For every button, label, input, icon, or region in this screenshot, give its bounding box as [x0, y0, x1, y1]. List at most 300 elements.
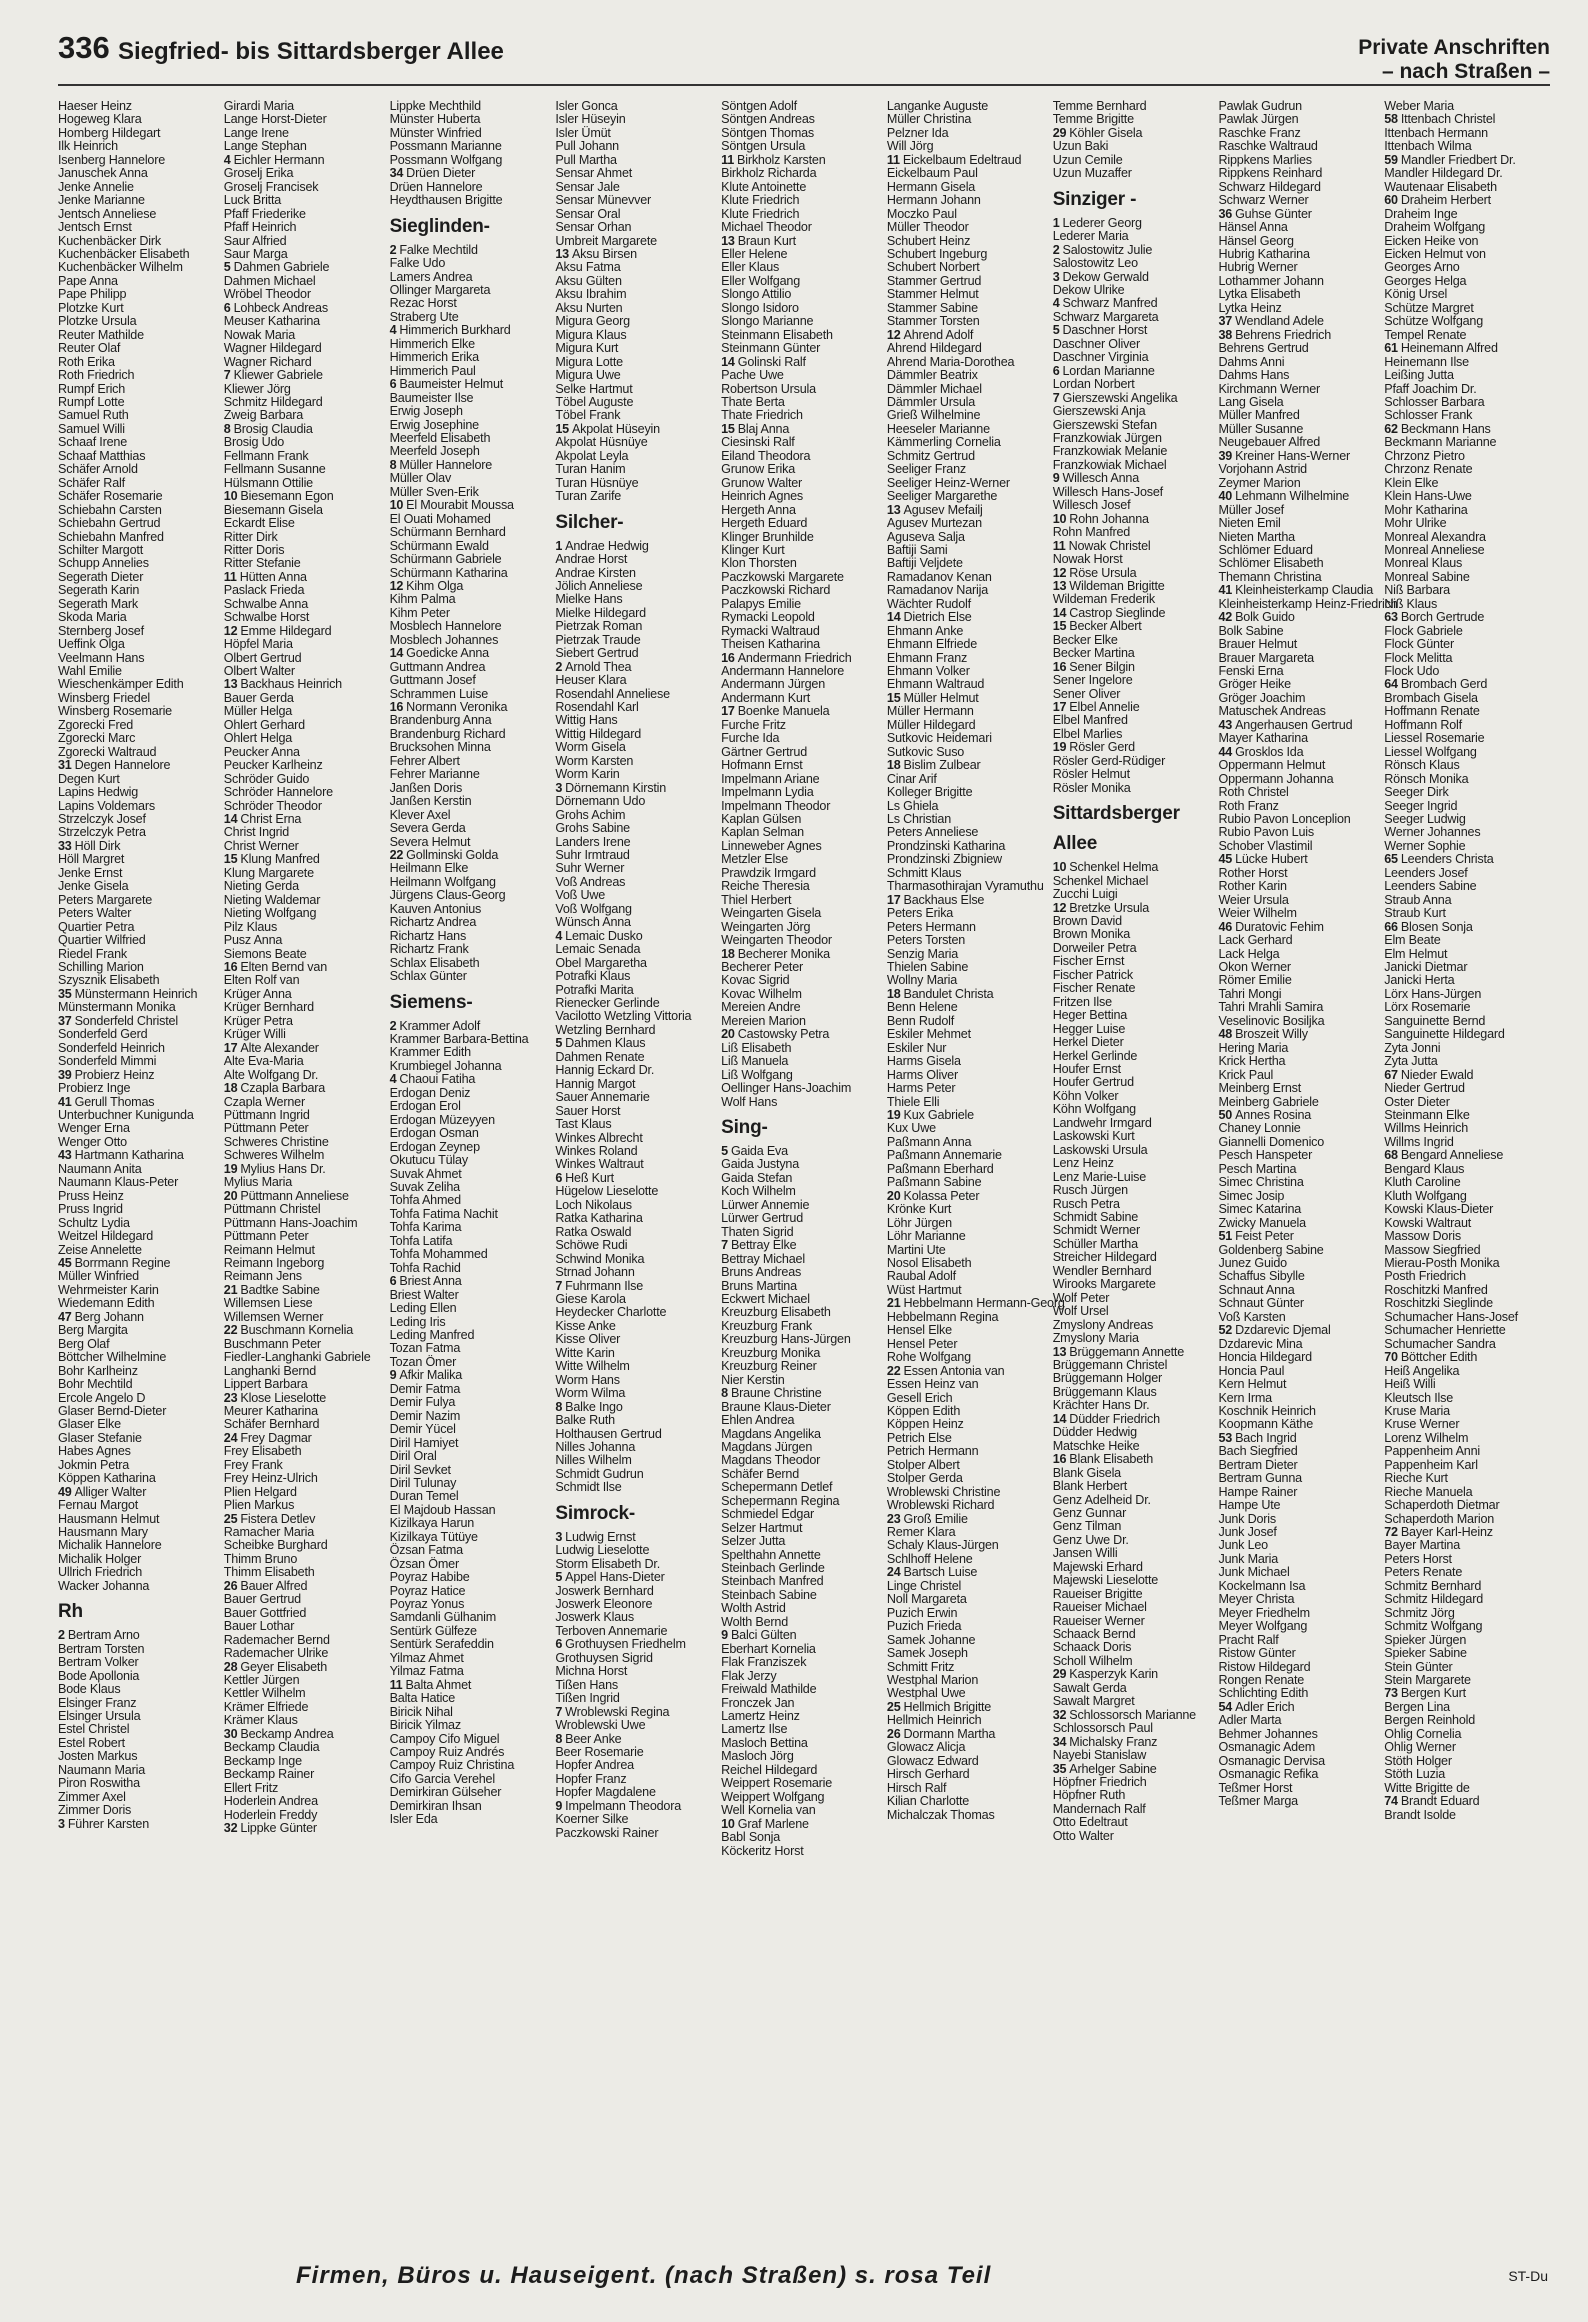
- resident-name: Ritter Stefanie: [223, 556, 301, 571]
- house-number: 10: [223, 489, 238, 504]
- resident-name: Willesch Josef: [1052, 498, 1131, 513]
- resident-entry: [224, 477, 384, 490]
- resident-name: Höpfner Friedrich: [1052, 1775, 1147, 1790]
- house-number: 17: [1052, 700, 1067, 715]
- resident-entry: [58, 800, 218, 813]
- resident-name: Ehlen Andrea: [721, 1413, 795, 1428]
- resident-name: Bengard Klaus: [1384, 1161, 1465, 1176]
- resident-name: Wittig Hildegard: [555, 726, 642, 741]
- resident-entry: [1053, 928, 1213, 941]
- resident-entry: [224, 1203, 384, 1216]
- resident-name: Bandulet Christa: [903, 986, 994, 1001]
- resident-entry: [1384, 826, 1544, 839]
- resident-name: Uzun Cemile: [1052, 152, 1123, 167]
- resident-name: Giese Karola: [555, 1291, 626, 1306]
- resident-entry: [887, 1486, 1047, 1499]
- resident-name: Chrzonz Pietro: [1384, 448, 1465, 463]
- resident-entry: [390, 957, 550, 970]
- resident-entry: [390, 1221, 550, 1234]
- resident-name: Genz Adelheid Dr.: [1052, 1492, 1151, 1507]
- resident-entry: [1384, 1284, 1544, 1297]
- resident-entry: [1053, 1803, 1213, 1816]
- resident-entry: [721, 1831, 881, 1844]
- resident-entry: [555, 1158, 715, 1171]
- resident-entry: [1384, 1620, 1544, 1633]
- resident-name: Gaida Stefan: [721, 1170, 793, 1185]
- resident-name: Stammer Helmut: [886, 287, 979, 302]
- resident-name: Seeger Ludwig: [1384, 812, 1466, 827]
- resident-entry: [1384, 1136, 1544, 1149]
- resident-name: Isler Ümüt: [555, 125, 611, 140]
- resident-entry: [390, 140, 550, 153]
- resident-name: Lemaic Dusko: [565, 928, 643, 943]
- resident-name: Münstermann Heinrich: [74, 986, 198, 1001]
- resident-name: Rohn Manfred: [1052, 525, 1131, 540]
- resident-name: Elsinger Ursula: [58, 1709, 141, 1724]
- resident-entry: [555, 1786, 715, 1799]
- resident-entry: [1218, 154, 1378, 167]
- resident-entry: [1053, 1198, 1213, 1211]
- resident-entry: [1053, 540, 1213, 553]
- resident-entry: [555, 1652, 715, 1665]
- resident-entry: [1053, 782, 1213, 795]
- house-number: 62: [1384, 421, 1398, 436]
- resident-entry: [224, 961, 384, 974]
- directory-column: [1384, 100, 1550, 2245]
- resident-entry: [58, 235, 218, 248]
- resident-entry: [887, 1634, 1047, 1647]
- resident-entry: [555, 1813, 715, 1826]
- resident-name: Samuel Ruth: [58, 408, 129, 423]
- resident-name: Benn Helene: [886, 1000, 958, 1015]
- resident-entry: [1218, 531, 1378, 544]
- resident-entry: [58, 1405, 218, 1418]
- resident-entry: [555, 849, 715, 862]
- resident-name: Balta Hatice: [389, 1691, 456, 1706]
- resident-name: Hausmann Mary: [58, 1525, 148, 1540]
- resident-entry: [390, 862, 550, 875]
- resident-name: Schenkel Michael: [1052, 873, 1149, 888]
- resident-entry: [1053, 607, 1213, 620]
- resident-entry: [1384, 1257, 1544, 1270]
- resident-name: Worm Karin: [555, 767, 620, 782]
- resident-name: Obel Margaretha: [555, 955, 647, 970]
- resident-name: Veselinovic Bosiljka: [1218, 1013, 1325, 1028]
- house-number: 66: [1384, 919, 1398, 934]
- resident-entry: [58, 692, 218, 705]
- resident-name: Schenkel Helma: [1069, 860, 1159, 875]
- resident-name: Lücke Hubert: [1235, 852, 1308, 867]
- resident-entry: [58, 1136, 218, 1149]
- resident-entry: [58, 1526, 218, 1539]
- resident-entry: [390, 1114, 550, 1127]
- resident-entry: [555, 1199, 715, 1212]
- resident-entry: [224, 678, 384, 691]
- resident-entry: [1384, 113, 1544, 126]
- resident-name: Wirooks Margarete: [1052, 1277, 1156, 1292]
- resident-name: Severa Helmut: [389, 834, 471, 849]
- resident-name: Flak Jerzy: [721, 1668, 777, 1683]
- resident-entry: [224, 127, 384, 140]
- resident-entry: [1053, 1157, 1213, 1170]
- resident-entry: [1384, 423, 1544, 436]
- resident-name: Kaplan Selman: [721, 825, 804, 840]
- resident-entry: [390, 1235, 550, 1248]
- resident-name: Beer Rosemarie: [555, 1745, 644, 1760]
- resident-entry: [390, 1181, 550, 1194]
- resident-entry: [390, 849, 550, 862]
- resident-name: Krüger Anna: [223, 986, 292, 1001]
- resident-entry: [1384, 1795, 1544, 1808]
- resident-entry: [1384, 1122, 1544, 1135]
- resident-entry: [1218, 1472, 1378, 1485]
- resident-entry: [555, 836, 715, 849]
- resident-name: Simec Josip: [1218, 1188, 1285, 1203]
- house-number: 9: [721, 1628, 728, 1643]
- resident-entry: [721, 302, 881, 315]
- resident-name: Schupp Annelies: [58, 556, 149, 571]
- resident-name: Nilles Wilhelm: [555, 1453, 632, 1468]
- resident-name: Schaaf Irene: [58, 435, 128, 450]
- resident-name: Tahri Mrahli Samira: [1218, 1000, 1324, 1015]
- resident-entry: [1053, 1641, 1213, 1654]
- house-number: 48: [1218, 1027, 1233, 1042]
- resident-name: Essen Heinz van: [886, 1377, 979, 1392]
- resident-entry: [721, 531, 881, 544]
- resident-entry: [224, 1445, 384, 1458]
- resident-entry: [1053, 392, 1213, 405]
- house-number: 43: [1218, 717, 1233, 732]
- resident-name: Steinmann Elisabeth: [721, 327, 833, 342]
- resident-entry: [58, 732, 218, 745]
- resident-name: Söntgen Ursula: [721, 139, 806, 154]
- resident-entry: [1218, 1459, 1378, 1472]
- resident-name: Castowsky Petra: [737, 1027, 830, 1042]
- resident-name: Biesemann Gisela: [223, 502, 323, 517]
- house-number: 39: [58, 1067, 72, 1082]
- resident-name: Brüggemann Klaus: [1052, 1384, 1157, 1399]
- resident-entry: [887, 100, 1047, 113]
- resident-entry: [1053, 728, 1213, 741]
- resident-name: Worm Hans: [555, 1372, 620, 1387]
- resident-entry: [887, 1028, 1047, 1041]
- resident-entry: [224, 1607, 384, 1620]
- resident-name: Alte Eva-Maria: [223, 1054, 304, 1069]
- house-number: 3: [555, 780, 563, 795]
- resident-entry: [555, 809, 715, 822]
- resident-name: Münster Huberta: [389, 112, 481, 127]
- resident-entry: [555, 194, 715, 207]
- resident-entry: [390, 553, 550, 566]
- resident-entry: [224, 221, 384, 234]
- resident-entry: [555, 903, 715, 916]
- resident-name: Giannelli Domenico: [1218, 1134, 1325, 1149]
- resident-name: Nieten Emil: [1218, 516, 1281, 531]
- resident-entry: [1384, 1486, 1544, 1499]
- resident-name: Oellinger Hans-Joachim: [721, 1081, 852, 1096]
- resident-name: Potrafki Klaus: [555, 969, 631, 984]
- resident-name: Hügelow Lieselotte: [555, 1184, 659, 1199]
- resident-entry: [887, 1163, 1047, 1176]
- resident-entry: [1053, 942, 1213, 955]
- resident-name: Campoy Ruiz Christina: [389, 1758, 515, 1773]
- resident-entry: [887, 383, 1047, 396]
- resident-name: Sonderfeld Gerd: [58, 1027, 148, 1042]
- resident-entry: [390, 728, 550, 741]
- resident-name: Weippert Wolfgang: [721, 1789, 825, 1804]
- resident-entry: [1218, 974, 1378, 987]
- resident-name: Schaly Klaus-Jürgen: [886, 1538, 999, 1553]
- resident-name: Tohfa Rachid: [389, 1260, 461, 1275]
- resident-entry: [721, 396, 881, 409]
- resident-entry: [887, 638, 1047, 651]
- resident-entry: [58, 840, 218, 853]
- resident-entry: [1218, 517, 1378, 530]
- resident-name: Kreuzburg Hans-Jürgen: [721, 1332, 851, 1347]
- resident-entry: [887, 315, 1047, 328]
- resident-name: Bauer Lothar: [223, 1619, 295, 1634]
- resident-name: Andermann Hannelore: [721, 664, 845, 679]
- resident-entry: [390, 284, 550, 297]
- resident-entry: [1384, 840, 1544, 853]
- resident-entry: [1053, 1278, 1213, 1291]
- resident-entry: [1384, 1324, 1544, 1337]
- resident-name: Nosol Elisabeth: [886, 1255, 972, 1270]
- resident-name: Thimm Elisabeth: [223, 1565, 315, 1580]
- house-number: 8: [555, 1731, 563, 1746]
- resident-entry: [224, 880, 384, 893]
- resident-entry: [1053, 969, 1213, 982]
- resident-name: Duran Temel: [389, 1489, 459, 1504]
- resident-name: Willms Ingrid: [1384, 1134, 1454, 1149]
- resident-entry: [390, 1773, 550, 1786]
- resident-entry: [1053, 1534, 1213, 1547]
- resident-name: Beckamp Andrea: [240, 1726, 334, 1741]
- resident-name: Cifo Garcia Verehel: [389, 1771, 495, 1786]
- resident-name: Stein Margarete: [1384, 1673, 1471, 1688]
- resident-entry: [887, 1741, 1047, 1754]
- resident-entry: [1218, 1539, 1378, 1552]
- resident-entry: [1218, 1136, 1378, 1149]
- resident-name: El Majdoub Hassan: [389, 1502, 496, 1517]
- resident-name: Kluth Wolfgang: [1384, 1188, 1467, 1203]
- resident-name: Höll Dirk: [74, 838, 121, 853]
- resident-name: Heiß Angelika: [1384, 1363, 1460, 1378]
- resident-name: Teßmer Marga: [1218, 1794, 1298, 1809]
- resident-name: Paslack Frieda: [223, 583, 305, 598]
- resident-name: Meyer Wolfgang: [1218, 1619, 1308, 1634]
- resident-entry: [390, 1625, 550, 1638]
- resident-name: Oster Dieter: [1384, 1094, 1450, 1109]
- resident-name: Blank Elisabeth: [1069, 1452, 1154, 1467]
- resident-entry: [1218, 1607, 1378, 1620]
- resident-name: Weitzel Hildegard: [58, 1229, 154, 1244]
- resident-entry: [1218, 181, 1378, 194]
- house-number: 23: [886, 1511, 901, 1526]
- resident-name: Tempel Renate: [1384, 327, 1467, 342]
- resident-entry: [1384, 1445, 1544, 1458]
- resident-name: Mosblech Johannes: [389, 632, 499, 647]
- resident-name: Migura Lotte: [555, 354, 623, 369]
- resident-name: Leding Ellen: [389, 1301, 457, 1316]
- resident-name: Zeymer Marion: [1218, 475, 1301, 490]
- resident-entry: [390, 1248, 550, 1261]
- resident-name: Fuhrmann Ilse: [565, 1278, 644, 1293]
- resident-entry: [390, 1800, 550, 1813]
- resident-name: Zyta Jutta: [1384, 1054, 1438, 1069]
- resident-entry: [58, 1445, 218, 1458]
- resident-name: Wenger Erna: [58, 1121, 130, 1136]
- resident-entry: [1384, 880, 1544, 893]
- resident-entry: [1053, 1615, 1213, 1628]
- resident-entry: [887, 1149, 1047, 1162]
- house-number: 19: [886, 1107, 901, 1122]
- resident-name: Aksu Nurten: [555, 300, 623, 315]
- resident-entry: [390, 1692, 550, 1705]
- resident-entry: [1053, 1171, 1213, 1184]
- resident-entry: [1218, 1392, 1378, 1405]
- resident-entry: [1384, 705, 1544, 718]
- resident-entry: [1053, 1574, 1213, 1587]
- house-number: 10: [1052, 860, 1067, 875]
- resident-entry: [1384, 1768, 1544, 1781]
- resident-name: Pruss Ingrid: [58, 1202, 123, 1217]
- resident-entry: [555, 275, 715, 288]
- resident-entry: [224, 1674, 384, 1687]
- resident-entry: [721, 584, 881, 597]
- resident-name: Dorweiler Petra: [1052, 940, 1137, 955]
- resident-entry: [555, 342, 715, 355]
- resident-name: Hausmann Helmut: [58, 1511, 160, 1526]
- house-number: 50: [1218, 1107, 1233, 1122]
- resident-entry: [224, 1647, 384, 1660]
- resident-entry: [224, 611, 384, 624]
- resident-name: Ratka Katharina: [555, 1211, 643, 1226]
- house-number: 9: [555, 1798, 563, 1813]
- resident-entry: [1384, 1311, 1544, 1324]
- resident-name: Lemaic Senada: [555, 942, 641, 957]
- resident-name: Eickelbaum Edeltraud: [902, 152, 1022, 167]
- resident-name: Benn Rudolf: [886, 1013, 955, 1028]
- resident-name: Plien Helgard: [223, 1484, 297, 1499]
- resident-entry: [1218, 396, 1378, 409]
- resident-entry: [1384, 1701, 1544, 1714]
- resident-entry: [1053, 1238, 1213, 1251]
- resident-entry: [1218, 867, 1378, 880]
- resident-name: Reuter Olaf: [58, 341, 121, 356]
- resident-name: Ittenbach Hermann: [1384, 125, 1488, 140]
- resident-entry: [555, 876, 715, 889]
- directory-column: [555, 100, 721, 2245]
- resident-name: Akpolat Hüsnüye: [555, 435, 648, 450]
- resident-entry: [58, 934, 218, 947]
- resident-entry: [224, 1687, 384, 1700]
- resident-name: Ilk Heinrich: [58, 139, 118, 154]
- resident-name: Eberhart Kornelia: [721, 1641, 816, 1656]
- resident-name: Braune Klaus-Dieter: [721, 1399, 831, 1414]
- resident-entry: [887, 1176, 1047, 1189]
- resident-name: Drüen Dieter: [406, 166, 476, 181]
- resident-entry: [390, 1665, 550, 1678]
- page-header: [0, 0, 1588, 88]
- resident-name: Jenke Gisela: [58, 879, 129, 894]
- house-number: 35: [58, 986, 72, 1001]
- resident-name: Meyer Friedhelm: [1218, 1605, 1310, 1620]
- resident-name: Erdogan Zeynep: [389, 1139, 480, 1154]
- resident-entry: [887, 557, 1047, 570]
- resident-entry: [58, 678, 218, 691]
- resident-entry: [224, 369, 384, 382]
- resident-entry: [58, 988, 218, 1001]
- resident-entry: [58, 746, 218, 759]
- resident-name: Löhr Marianne: [886, 1229, 966, 1244]
- house-number: 4: [389, 323, 397, 338]
- resident-entry: [224, 1526, 384, 1539]
- house-number: 24: [223, 1430, 238, 1445]
- resident-entry: [1384, 934, 1544, 947]
- resident-name: Rieche Kurt: [1384, 1471, 1448, 1486]
- resident-entry: [224, 1122, 384, 1135]
- resident-entry: [390, 1275, 550, 1288]
- resident-entry: [1053, 1480, 1213, 1493]
- resident-entry: [390, 567, 550, 580]
- resident-entry: [721, 409, 881, 422]
- resident-entry: [887, 1230, 1047, 1243]
- resident-name: Söntgen Andreas: [721, 112, 815, 127]
- house-number: 2: [389, 242, 397, 257]
- resident-entry: [721, 1158, 881, 1171]
- resident-name: Lothammer Johann: [1218, 273, 1324, 288]
- resident-name: Frey Dagmar: [240, 1430, 312, 1445]
- resident-entry: [224, 1270, 384, 1283]
- resident-entry: [555, 1571, 715, 1584]
- resident-entry: [1218, 1203, 1378, 1216]
- resident-entry: [721, 1145, 881, 1158]
- resident-entry: [58, 1311, 218, 1324]
- resident-name: Impelmann Theodora: [565, 1798, 682, 1813]
- resident-name: Brauer Margareta: [1218, 650, 1314, 665]
- resident-entry: [58, 1472, 218, 1485]
- resident-entry: [224, 436, 384, 449]
- resident-entry: [1218, 1297, 1378, 1310]
- resident-name: Wagner Hildegard: [223, 341, 322, 356]
- house-number: 18: [886, 758, 901, 773]
- resident-name: Mereien Marion: [721, 1013, 806, 1028]
- resident-name: Heinrich Agnes: [721, 489, 804, 504]
- resident-entry: [721, 1670, 881, 1683]
- resident-entry: [224, 1311, 384, 1324]
- resident-entry: [721, 611, 881, 624]
- house-number: 11: [886, 152, 900, 167]
- resident-entry: [58, 1459, 218, 1472]
- resident-name: Prondzinski Zbigniew: [886, 852, 1002, 867]
- resident-name: Plotzke Kurt: [58, 300, 124, 315]
- resident-entry: [1053, 1130, 1213, 1143]
- resident-entry: [1218, 584, 1378, 597]
- resident-entry: [390, 1383, 550, 1396]
- resident-name: Gesell Erich: [886, 1390, 953, 1405]
- resident-entry: [390, 580, 550, 593]
- house-number: 6: [555, 1170, 563, 1185]
- resident-name: Winkes Waltraut: [555, 1157, 644, 1172]
- resident-name: Brüggemann Christel: [1052, 1357, 1168, 1372]
- resident-name: Paczkowski Margarete: [721, 569, 844, 584]
- house-number: 4: [389, 1072, 397, 1087]
- resident-entry: [1218, 1486, 1378, 1499]
- resident-name: Steinmann Günter: [721, 341, 821, 356]
- resident-name: Estel Robert: [58, 1735, 125, 1750]
- resident-entry: [58, 1217, 218, 1230]
